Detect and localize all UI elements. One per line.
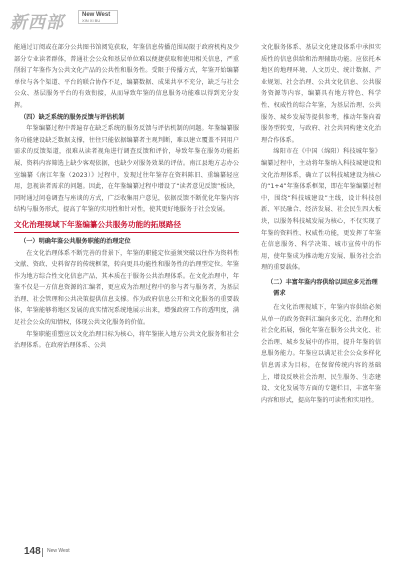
left-paragraph-3: 在文化治理体系不断完善的背景下，年鉴的职能定位亟须突破以往作为资料性文献、资政、史料留存的传统框架，转向更具功能性和服务性的治理型定位。年鉴作为地方综合性文化信息产品，其本质在于服务公共治理体系。在文化治理中，年鉴不仅是一方信息资源的汇编者，更应成为治理过程中的参与者与服务者，为基层治理、社会管理和公共决策提供信息支撑。作为政府信息公开和文化服务的重要载体，年鉴能够将地区发展的真实情况系统地展示出来，增强政府工作的透明度，满足社会公众的知情权，体现公共文化服务的价值。 (14, 249, 239, 327)
subheading-4: （四）缺乏系统的服务反馈与评估机制 (20, 113, 125, 121)
footer-magazine-name: New West (47, 548, 70, 554)
right-paragraph-2: 绵阳市在《中国（绵阳）科技城年鉴》编纂过程中，主动将年鉴纳入科技城建设和文化治理体系，确立了以科技城建设为核心的“1+4”年鉴体系框架，即在年鉴编纂过程中，围绕“科技城建设”主线，设计科技创新、军民融合、经济发展、社会民生四大板块，以服务科技城发展为核心，不仅实现了年鉴的资料性、权威性功能，更发挥了年鉴在信息服务、科学决策、城市宣传中的作用，使年鉴成为推动地方发展、服务社会治理的重要载体。 (261, 148, 381, 272)
section-title-rule (14, 232, 239, 233)
section-title: 文化治理视域下年鉴编纂公共服务功能的拓展路径 (14, 219, 182, 229)
page-number: 148 (24, 546, 41, 557)
magazine-logo-pinyin: XIN XI BU (82, 18, 101, 23)
masthead (0, 0, 402, 33)
subheading-1: （一）明确年鉴公共服务职能的治理定位 (20, 237, 131, 245)
left-paragraph-1: 能通过订阅或在部分公共图书馆阅览获取，年鉴信息传播范围局限于政府机构及少部分专业读者群体，普通社会公众和基层单位难以便捷获取和使用相关信息，严重削弱了年鉴作为公共文化产品的公共性和服务性。受限于传播方式，年鉴开始编纂单位与各个渠道、平台的联合协作不足，编纂数据、成果共享不充分，缺乏与社会公众、基层服务平台的有效衔接，从而导致年鉴的信息服务功能难以得到充分发挥。 (14, 44, 239, 109)
right-paragraph-1: 文化服务体系、基层文化建设体系中承担实质性的信息供给和治理辅助功能。应依托本地区的地理环境、人文历史、统计数据、产业规划、社会治理、公共文化信息、公共服务资源等内容，编纂具有地方特色、科学性、权威性的综合年鉴，为基层治理、公共服务、城乡发展等提供参考，推动年鉴向着服务型转变，与政府、社会共同构建文化治理合作体系。 (261, 44, 381, 144)
left-column (14, 42, 239, 352)
right-paragraph-3: 在文化治理视域下，年鉴内容供给必须从单一的政务资料汇编向多元化、治理化和社会化拓展，强化年鉴在服务公共文化、社会治理、城乡发展中的作用，提升年鉴的信息服务能力。年鉴应以满足社会公众多样化信息需求为目标，在保留传统内容的基础上，增设反映社会治理、民生服务、生态建设、文化发展等方面的专题栏目，丰富年鉴内容和形式，提高年鉴的可读性和实用性。 (261, 304, 381, 404)
magazine-logo-english: New West (82, 12, 111, 18)
subheading-2: （二）丰富年鉴内容供给以回应多元治理需求 (267, 278, 378, 298)
right-column (261, 42, 381, 406)
footer-divider (42, 548, 43, 557)
left-paragraph-2: 年鉴编纂过程中普遍存在缺乏系统的服务反馈与评估机制的问题。年鉴编纂服务功能建设缺乏数据支撑，往往只能依据编纂者主观判断，难以建立覆盖不同用户需求的反馈渠道，很难从读者视角进行调查反馈和评价，导致年鉴在服务功能拓展、资料内容筛选上缺少客观依据，也缺少对服务效果的评估。南江县地方志办公室编纂《南江年鉴（2023）》过程中，发现过往年鉴存在资料陈旧、重编纂轻应用，忽视读者需求的问题。因此，在年鉴编纂过程中增设了“读者意见反馈”板块，同时通过问卷调查与座谈的方式，广泛收集用户意见，依据反馈不断优化年鉴内容结构与服务形式，提高了年鉴的实用性和针对性，使其更好地服务于社会发展。 (14, 125, 239, 214)
magazine-logo: 新西部 (10, 13, 64, 33)
page-footer (0, 540, 402, 564)
left-paragraph-4: 年鉴职能重塑应以文化治理目标为核心，将年鉴嵌入地方公共文化服务和社会治理体系。在政府治理体系、公共 (14, 330, 239, 350)
magazine-logo-badge (78, 10, 118, 24)
